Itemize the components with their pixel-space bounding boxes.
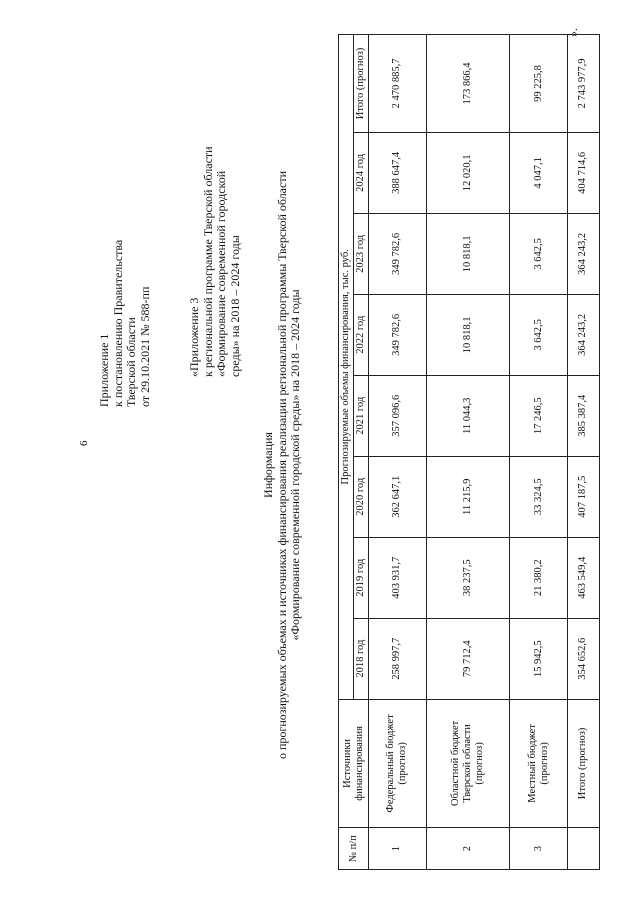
title-line: о прогнозируемых объемах и источниках финансирования реализации региональной программы Тверской области (274, 171, 289, 760)
closing-quote-mark: ». (566, 28, 580, 37)
row-value: 404 714,6 (567, 132, 599, 213)
table-header-row (339, 35, 354, 870)
title-heading: Информация (261, 432, 275, 498)
row-number: 2 (426, 828, 509, 870)
annex-3-line: «Приложение 3 (187, 297, 201, 377)
row-value: 364 243,2 (567, 294, 599, 375)
header-year: 2019 год (354, 537, 369, 618)
annex-1-line: Тверской области (124, 317, 138, 407)
row-source: Местный бюджет (прогноз) (510, 699, 568, 827)
row-value: 38 237,5 (426, 537, 509, 618)
row-value: 15 942,5 (510, 618, 568, 699)
row-value: 10 818,1 (426, 294, 509, 375)
title-line: «Формирование современной городской среды» на 2018 – 2024 годы (288, 289, 302, 641)
header-source: Источники финансирования (339, 699, 369, 827)
row-total: 99 225,8 (510, 35, 568, 133)
row-value: 12 020,1 (426, 132, 509, 213)
header-year: 2021 год (354, 375, 369, 456)
header-year: 2020 год (354, 456, 369, 537)
row-value: 79 712,4 (426, 618, 509, 699)
row-source: Федеральный бюджет (прогноз) (369, 699, 427, 827)
row-value: 10 818,1 (426, 213, 509, 294)
row-value: 11 044,3 (426, 375, 509, 456)
header-number: № п/п (339, 828, 369, 870)
row-value: 388 647,4 (369, 132, 427, 213)
row-value: 385 387,4 (567, 375, 599, 456)
header-year: 2024 год (354, 132, 369, 213)
row-value: 3 642,5 (510, 294, 568, 375)
row-value: 349 782,6 (369, 213, 427, 294)
row-value: 403 931,7 (369, 537, 427, 618)
row-number: 1 (369, 828, 427, 870)
row-value: 17 246,5 (510, 375, 568, 456)
table-row (369, 35, 427, 870)
table-row (510, 35, 568, 870)
table-row (426, 35, 509, 870)
header-year: 2022 год (354, 294, 369, 375)
header-year: 2023 год (354, 213, 369, 294)
row-value: 3 642,5 (510, 213, 568, 294)
row-number (567, 828, 599, 870)
row-value: 21 380,2 (510, 537, 568, 618)
annex-1-line: Приложение 1 (97, 333, 111, 407)
annex-3-line: «Формирование современной городской (214, 170, 228, 377)
row-source: Итого (прогноз) (567, 699, 599, 827)
row-value: 362 647,1 (369, 456, 427, 537)
annex-1-heading (98, 240, 152, 407)
row-source: Областной бюджет Тверской области (прогноз) (426, 699, 509, 827)
annex-3-heading (188, 146, 242, 377)
row-value: 4 047,1 (510, 132, 568, 213)
table-row-total (567, 35, 599, 870)
row-value: 364 243,2 (567, 213, 599, 294)
row-value: 407 187,5 (567, 456, 599, 537)
row-value: 463 549,4 (567, 537, 599, 618)
page-number: 6 (78, 440, 90, 446)
row-value: 357 096,6 (369, 375, 427, 456)
row-value: 349 782,6 (369, 294, 427, 375)
header-group-volumes: Прогнозируемые объемы финансирования, тыс. руб. (339, 35, 354, 700)
row-total: 2 743 977,9 (567, 35, 599, 133)
annex-1-line: от 29.10.2021 № 588-пп (137, 286, 152, 407)
row-value: 11 215,9 (426, 456, 509, 537)
row-total: 2 470 885,7 (369, 35, 427, 133)
header-year: 2018 год (354, 618, 369, 699)
annex-1-line: к постановлению Правительства (110, 239, 125, 407)
document-title (262, 55, 303, 875)
row-total: 173 866,4 (426, 35, 509, 133)
annex-3-line: среды» на 2018 – 2024 годы (227, 235, 242, 377)
annex-3-line: к региональной программе Тверской области (200, 146, 215, 377)
row-value: 354 652,6 (567, 618, 599, 699)
row-number: 3 (510, 828, 568, 870)
header-total: Итого (прогноз) (354, 35, 369, 133)
row-value: 33 324,5 (510, 456, 568, 537)
row-value: 258 997,7 (369, 618, 427, 699)
financing-table (338, 34, 600, 870)
